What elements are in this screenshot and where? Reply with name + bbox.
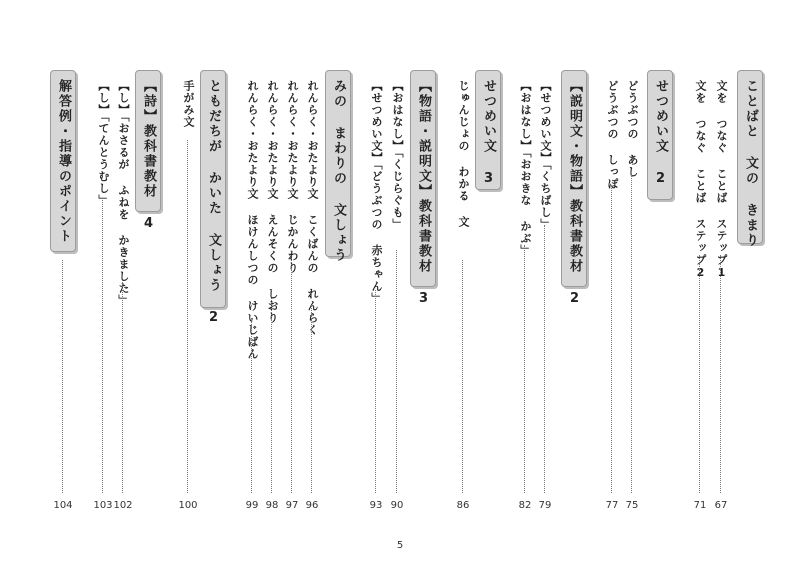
page-number: 102 <box>113 500 133 511</box>
page-number: 77 <box>605 500 619 511</box>
entry-title: れんらく・おたより文 ほけんしつの けいじばん <box>246 80 259 360</box>
toc-entry[interactable] <box>237 0 267 567</box>
section-heading-tab[interactable] <box>410 70 436 308</box>
page-number: 90 <box>390 500 404 511</box>
dot-leader <box>291 258 292 493</box>
toc-entry[interactable] <box>685 0 715 567</box>
dot-leader <box>102 200 103 493</box>
entry-title: 【し】「おさるが ふねを かきました」 <box>117 80 130 307</box>
dot-leader <box>311 305 312 493</box>
entry-title: じゅんじょの わかる 文 <box>457 80 470 228</box>
toc-entry[interactable] <box>173 0 203 567</box>
dot-leader <box>187 140 188 493</box>
toc-column <box>323 0 353 567</box>
section-heading: ともだちが かいた 文しょう 2 <box>206 79 221 327</box>
toc-column <box>735 0 765 567</box>
page-number: 86 <box>456 500 470 511</box>
dot-leader <box>611 185 612 493</box>
dot-leader <box>631 175 632 493</box>
toc-entry[interactable] <box>361 0 391 567</box>
entry-title: れんらく・おたより文 こくばんの れんらく <box>306 80 319 336</box>
section-heading: 【物語・説明文】教科書教材 3 <box>416 79 431 308</box>
page-number: 100 <box>178 500 198 511</box>
dot-leader <box>544 225 545 493</box>
toc-entry[interactable] <box>597 0 627 567</box>
dot-leader <box>122 280 123 493</box>
entry-title: どうぶつの あし <box>626 80 639 178</box>
page-number: 98 <box>265 500 279 511</box>
section-heading-tab[interactable] <box>50 70 76 252</box>
toc-column <box>559 0 589 567</box>
footer-page-number: 5 <box>396 540 404 551</box>
toc-entry[interactable] <box>448 0 478 567</box>
dot-leader <box>251 318 252 493</box>
entry-title: 文を つなぐ ことば ステップ1 <box>715 80 728 280</box>
page-number: 71 <box>693 500 707 511</box>
dot-leader <box>524 245 525 493</box>
toc-column <box>408 0 438 567</box>
section-heading-tab[interactable] <box>475 70 501 190</box>
section-heading: みの まわりの 文しょう <box>331 79 346 263</box>
page-number: 75 <box>625 500 639 511</box>
section-heading-tab[interactable] <box>325 70 351 263</box>
toc-entry[interactable] <box>510 0 540 567</box>
section-heading-tab[interactable] <box>135 70 161 233</box>
page-number: 103 <box>93 500 113 511</box>
page-number: 104 <box>53 500 73 511</box>
page-number: 97 <box>285 500 299 511</box>
section-heading: 【説明文・物語】教科書教材 2 <box>567 79 582 308</box>
section-heading: ことばと 文の きまり <box>743 79 758 248</box>
toc-column <box>645 0 675 567</box>
entry-title: 【せつめい文】「くちばし」 <box>539 80 552 231</box>
entry-title: 【せつめい文】「どうぶつの 赤ちゃん」 <box>370 80 383 305</box>
dot-leader <box>462 260 463 493</box>
section-heading-tab[interactable] <box>647 70 673 200</box>
entry-title: れんらく・おたより文 じかんわり <box>286 80 299 274</box>
section-heading-tab[interactable] <box>561 70 587 308</box>
page-number: 96 <box>305 500 319 511</box>
toc-entry[interactable] <box>88 0 118 567</box>
entry-title: 手がみ文 <box>182 80 195 128</box>
entry-title: 【し】「てんとうむし」 <box>97 80 110 207</box>
dot-leader <box>396 250 397 493</box>
dot-leader <box>62 260 63 493</box>
dot-leader <box>271 290 272 493</box>
entry-title: 【おはなし】「くじらぐも」 <box>391 80 404 231</box>
section-heading: 【詩】教科書教材 4 <box>141 79 156 233</box>
section-heading: せつめい文 2 <box>653 79 668 188</box>
entry-title: どうぶつの しっぽ <box>606 80 619 190</box>
page-number: 99 <box>245 500 259 511</box>
entry-title: 文を つなぐ ことば ステップ2 <box>694 80 707 280</box>
section-heading-tab[interactable] <box>200 70 226 327</box>
section-heading: せつめい文 3 <box>481 79 496 188</box>
toc-entry[interactable] <box>48 0 78 567</box>
page-number: 82 <box>518 500 532 511</box>
entry-title: 【おはなし】「おおきな かぶ」 <box>519 80 532 257</box>
entry-title: れんらく・おたより文 えんそくの しおり <box>266 80 279 324</box>
dot-leader <box>720 255 721 493</box>
page-number: 79 <box>538 500 552 511</box>
page-number: 67 <box>714 500 728 511</box>
dot-leader <box>699 255 700 493</box>
dot-leader <box>375 290 376 493</box>
section-heading-tab[interactable] <box>737 70 763 248</box>
page-number: 93 <box>369 500 383 511</box>
section-heading: 解答例・指導のポイント <box>56 79 71 244</box>
